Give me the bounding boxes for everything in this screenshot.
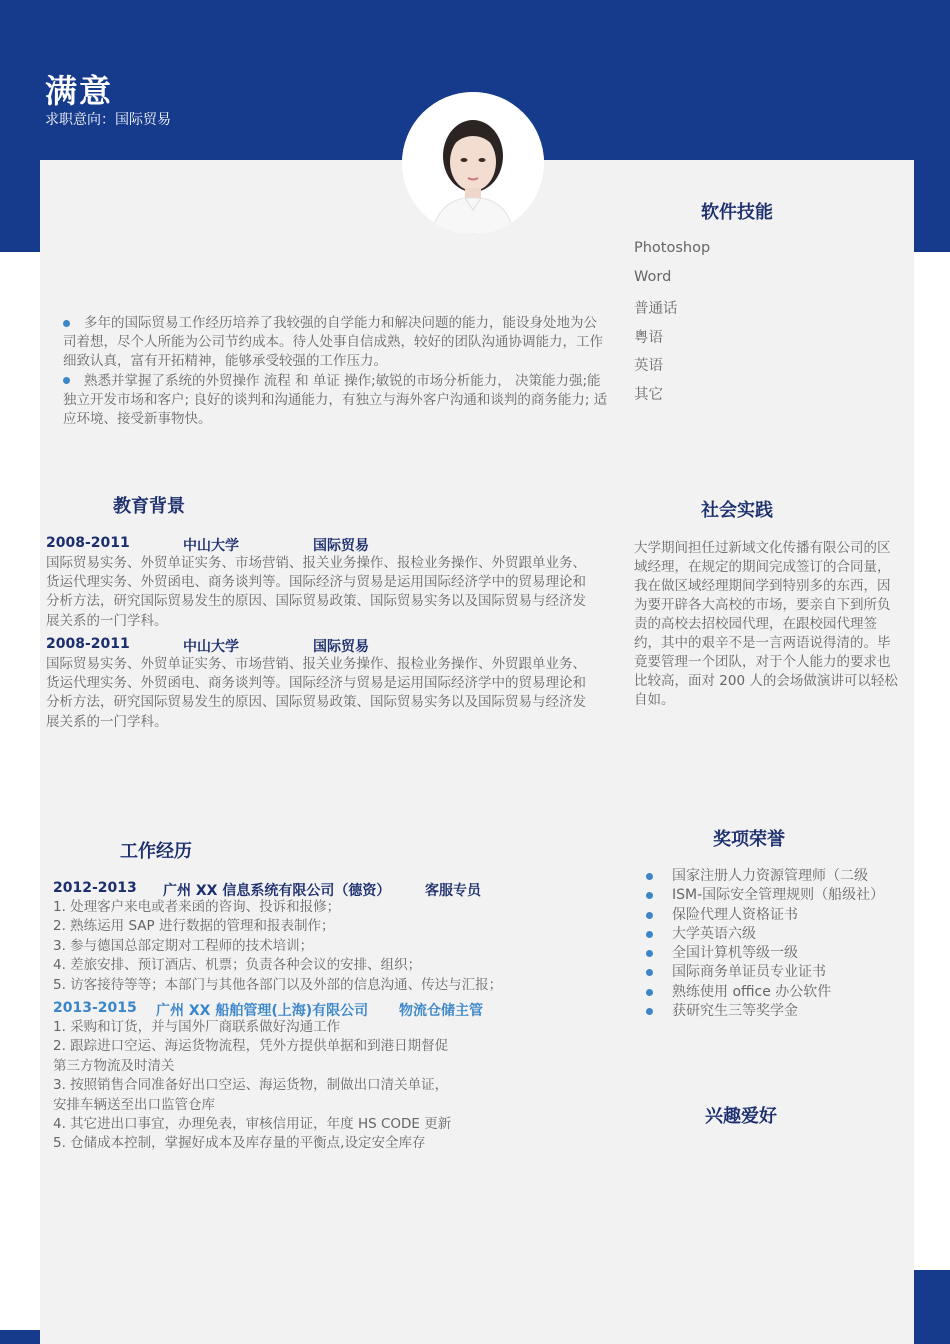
job-entry-header (53, 880, 613, 900)
award-item: 大学英语六级 (646, 925, 884, 944)
job-duties (53, 898, 502, 995)
job-duty: 3. 按照销售合同准备好出口空运、海运货物，制做出口清关单证， (53, 1077, 449, 1094)
job-duties (53, 1018, 451, 1154)
hobbies-heading: 兴趣爱好 (705, 1106, 777, 1127)
profile-photo (402, 92, 544, 234)
job-duty: 5. 访客接待等等；本部门与其他各部门以及外部的信息沟通、传达与汇报； (53, 976, 503, 993)
bullet-icon (63, 377, 70, 384)
award-item: ISM-国际安全管理规则（船级社） (646, 886, 884, 905)
job-duty: 2. 跟踪进口空运、海运货物流程，凭外方提供单据和到港日期督促 (53, 1038, 449, 1055)
job-duty: 4. 其它进出口事宜，办理免表，审核信用证，年度 HS CODE 更新 (53, 1116, 452, 1133)
work-heading: 工作经历 (120, 841, 192, 862)
bullet-icon (646, 989, 653, 996)
awards-heading: 奖项荣誉 (713, 829, 785, 850)
award-item: 保险代理人资格证书 (646, 906, 884, 925)
skill-item: 普通话 (634, 301, 678, 317)
job-company: 广州 XX 船舶管理(上海)有限公司 (156, 1003, 369, 1019)
bullet-icon (646, 969, 653, 976)
award-item: 国际商务单证员专业证书 (646, 963, 884, 982)
job-duty: 1. 采购和订货，并与国外厂商联系做好沟通工作 (53, 1019, 341, 1035)
self-summary (63, 314, 609, 429)
bullet-icon (646, 1008, 653, 1015)
skill-item: 英语 (634, 358, 663, 374)
job-duty: 4. 差旅安排、预订酒店、机票；负责各种会议的安排、组织； (53, 957, 422, 974)
practice-description: 大学期间担任过新域文化传播有限公司的区域经理，在规定的期间完成签订的合同量，我在做区域经理期间学到特别多的东西，因为要开辟各大高校的市场，要亲自下到所负责的高校去招校园代理，在跟校园代理签约，其中的艰辛不是一言两语说得清的。毕竟要管理一个团队，对于个人能力的要求也比较高，面对 200 人的会场做演讲可以轻松自如。 (634, 540, 898, 708)
skill-item: 粤语 (634, 330, 663, 346)
education-description: 国际贸易实务、外贸单证实务、市场营销、报关业务操作、报检业务操作、外贸跟单业务、货运代理实务、外贸函电、商务谈判等。国际经济与贸易是运用国际经济学中的贸易理论和分析方法，研究国际贸易发生的原因、国际贸易政策、国际贸易实务以及国际贸易与经济发展关系的一门学科。 (46, 555, 586, 629)
education-heading: 教育背景 (113, 496, 185, 517)
summary-item: 熟悉并掌握了系统的外贸操作 流程 和 单证 操作;敏锐的市场分析能力， 决策能力强;能独立开发市场和客户; 良好的谈判和沟通能力，有独立与海外客户沟通和谈判的商务能力; 适应环境、接受新事物快。 (63, 372, 608, 428)
job-entry-header (53, 1000, 613, 1020)
job-duty: 1. 处理客户来电或者来函的咨询、投诉和报修； (53, 899, 341, 915)
award-item: 获研究生三等奖学金 (646, 1002, 884, 1021)
skill-item: 其它 (634, 387, 663, 403)
education-description: 国际贸易实务、外贸单证实务、市场营销、报关业务操作、报检业务操作、外贸跟单业务、货运代理实务、外贸函电、商务谈判等。国际经济与贸易是运用国际经济学中的贸易理论和分析方法，研究国际贸易发生的原因、国际贸易政策、国际贸易实务以及国际贸易与经济发展关系的一门学科。 (46, 656, 586, 730)
education-period: 2008-2011 (46, 636, 130, 652)
job-position: 客服专员 (425, 883, 481, 899)
education-school: 中山大学 (183, 639, 239, 655)
portrait-icon (402, 92, 544, 234)
education-entry-header (46, 535, 606, 555)
job-position: 物流仓储主管 (399, 1003, 483, 1019)
practice-heading: 社会实践 (701, 500, 773, 521)
job-duty: 2. 熟练运用 SAP 进行数据的管理和报表制作； (53, 918, 335, 935)
education-major: 国际贸易 (313, 639, 369, 655)
candidate-name: 满意 (45, 72, 114, 110)
bullet-icon (63, 320, 70, 327)
award-item: 熟练使用 office 办公软件 (646, 983, 884, 1002)
skills-heading: 软件技能 (701, 202, 773, 223)
bullet-icon (646, 873, 653, 880)
job-intent: 求职意向：国际贸易 (45, 112, 171, 128)
job-duty: 第三方物流及时清关 (53, 1057, 175, 1074)
skill-item: Photoshop (634, 240, 711, 256)
job-period: 2013-2015 (53, 1000, 137, 1016)
summary-item: 多年的国际贸易工作经历培养了我较强的自学能力和解决问题的能力，能设身处地为公司着想，尽个人所能为公司节约成本。待人处事自信成熟，较好的团队沟通协调能力，工作细致认真，富有开拓精神，能够承受较强的工作压力。 (63, 315, 603, 370)
footer-band-right (914, 1270, 950, 1344)
job-duty: 安排车辆送至出口监管仓库 (53, 1096, 215, 1113)
job-period: 2012-2013 (53, 880, 137, 896)
bullet-icon (646, 912, 653, 919)
award-item: 全国计算机等级一级 (646, 944, 884, 963)
award-item: 国家注册人力资源管理师（二级 (646, 867, 884, 886)
bullet-icon (646, 950, 653, 957)
education-major: 国际贸易 (313, 538, 369, 554)
bullet-icon (646, 931, 653, 938)
job-company: 广州 XX 信息系统有限公司（德资） (163, 883, 391, 899)
awards-list (646, 867, 884, 1021)
job-duty: 5. 仓储成本控制，掌握好成本及库存量的平衡点,设定安全库存 (53, 1135, 426, 1152)
education-school: 中山大学 (183, 538, 239, 554)
skill-item: Word (634, 269, 672, 285)
bullet-icon (646, 892, 653, 899)
education-period: 2008-2011 (46, 535, 130, 551)
education-entry-header (46, 636, 606, 656)
job-duty: 3. 参与德国总部定期对工程师的技术培训； (53, 937, 314, 954)
